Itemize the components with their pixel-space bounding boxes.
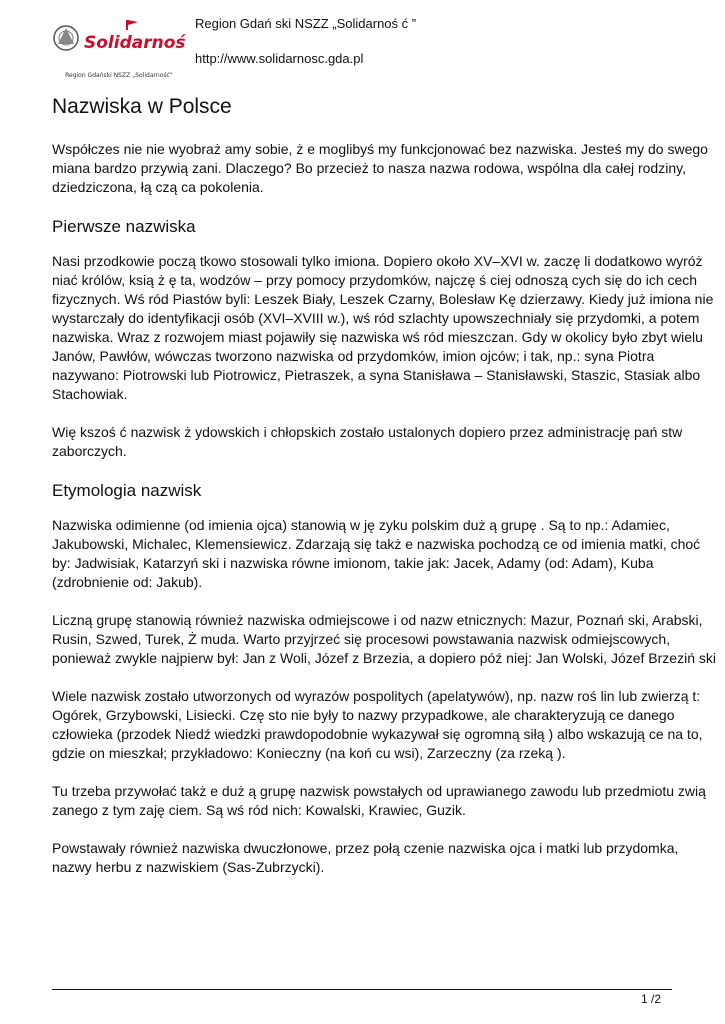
page-number: 1 /2 xyxy=(640,992,661,1006)
section-heading-first-names: Pierwsze nazwiska xyxy=(52,217,196,236)
intro-paragraph: Współczes nie nie wyobraż amy sobie, ż e moglibyś my funkcjonować bez nazwiska. Jesteś my do swego miana bardzo przywią zani. Dlaczego? Bo przecież to nasza nazwa rodowa, wspólna dla całej rodziny, dziedziczona, łą czą ca pokolenia. xyxy=(52,141,708,195)
logo-text: Solidarność xyxy=(84,33,186,53)
paragraph: Wię kszoś ć nazwisk ż ydowskich i chłopskich zostało ustalonych dopiero przez administrację pań stw zaborczych. xyxy=(52,424,683,459)
paragraph: Wiele nazwisk zostało utworzonych od wyrazów pospolitych (apelatywów), np. nazw roś lin lub zwierzą t: Ogórek, Grzybowski, Lisiecki. Czę sto nie były to nazwy przypadkowe, ale charakteryzują ce danego człowieka (przodek Niedź wiedzki prawdopodobnie wykazywał się ogromną siłą ) albo wskazują ce na to, gdzie on mieszkał; przykładowo: Konieczny (na koń cu wsi), Zarzeczny (za rzeką ). xyxy=(52,688,703,761)
section-heading-etymology: Etymologia nazwisk xyxy=(52,481,202,500)
paragraph: Nasi przodkowie począ tkowo stosowali tylko imiona. Dopiero około XV–XVI w. zaczę li dodatkowo wyróż niać królów, ksią ż ę ta, wodzów – przy pomocy przydomków, najczę ś ciej odnoszą cych się do ich cech fizycznych. Wś ród Piastów byli: Leszek Biały, Leszek Czarny, Bolesław Kę dzierzawy. Kiedy już imiona nie wystarczały do identyfikacji osób (XVI–XVIII w.), wś ród szlachty upowszechniały się przydomki, a potem nazwiska. Wraz z rozwojem miast pojawiły się nazwiska wś ród mieszczan. Gdy w okolicy było zbyt wielu Janów, Pawłów, wówczas tworzono nazwiska od przydomków, imion ojców; i tak, np.: syna Piotra nazywano: Piotrowski lub Piotrowicz, Pietraszek, a syna Stanisława – Stanisławski, Staszic, Stasiak albo Stachowiak. xyxy=(52,253,714,402)
page-header xyxy=(52,0,692,80)
article xyxy=(52,94,720,896)
article-title: Nazwiska w Polsce xyxy=(52,95,232,118)
footer-divider xyxy=(52,989,672,990)
header-url[interactable]: http://www.solidarnosc.gda.pl xyxy=(195,51,364,66)
paragraph: Liczną grupę stanowią również nazwiska odmiejscowe i od nazw etnicznych: Mazur, Poznań ski, Arabski, Rusin, Szwed, Turek, Ż muda. Warto przyjrzeć się procesowi powstawania nazwisk odmiejscowych, ponieważ zwykle najpierw był: Jan z Woli, Józef z Brzezia, a dopiero póź niej: Jan Wolski, Józef Brzeziń ski xyxy=(52,612,716,666)
logo-graphic xyxy=(52,18,186,54)
solidarnosc-logo xyxy=(52,18,186,79)
header-title: Region Gdań ski NSZZ „Solidarnoś ć ” xyxy=(195,16,417,31)
logo-caption: Region Gdański NSZZ „Solidarność” xyxy=(65,72,173,79)
paragraph: Powstawały również nazwiska dwuczłonowe, przez połą czenie nazwiska ojca i matki lub przydomka, nazwy herbu z nazwiskiem (Sas-Zubrzycki). xyxy=(52,840,679,875)
paragraph: Nazwiska odimienne (od imienia ojca) stanowią w ję zyku polskim duż ą grupę . Są to np.: Adamiec, Jakubowski, Michalec, Klemensiewicz. Zdarzają się takż e nazwiska pochodzą ce od imienia matki, choć by: Jadwisiak, Katarzyń ski i nazwiska równe imionom, takie jak: Jacek, Adamy (od: Adam), Kuba (zdrobnienie od: Jakub). xyxy=(52,517,701,590)
paragraph: Tu trzeba przywołać takż e duż ą grupę nazwisk powstałych od uprawianego zawodu lub przedmiotu zwią zanego z tym zaję ciem. Są wś ród nich: Kowalski, Krawiec, Guzik. xyxy=(52,783,706,818)
